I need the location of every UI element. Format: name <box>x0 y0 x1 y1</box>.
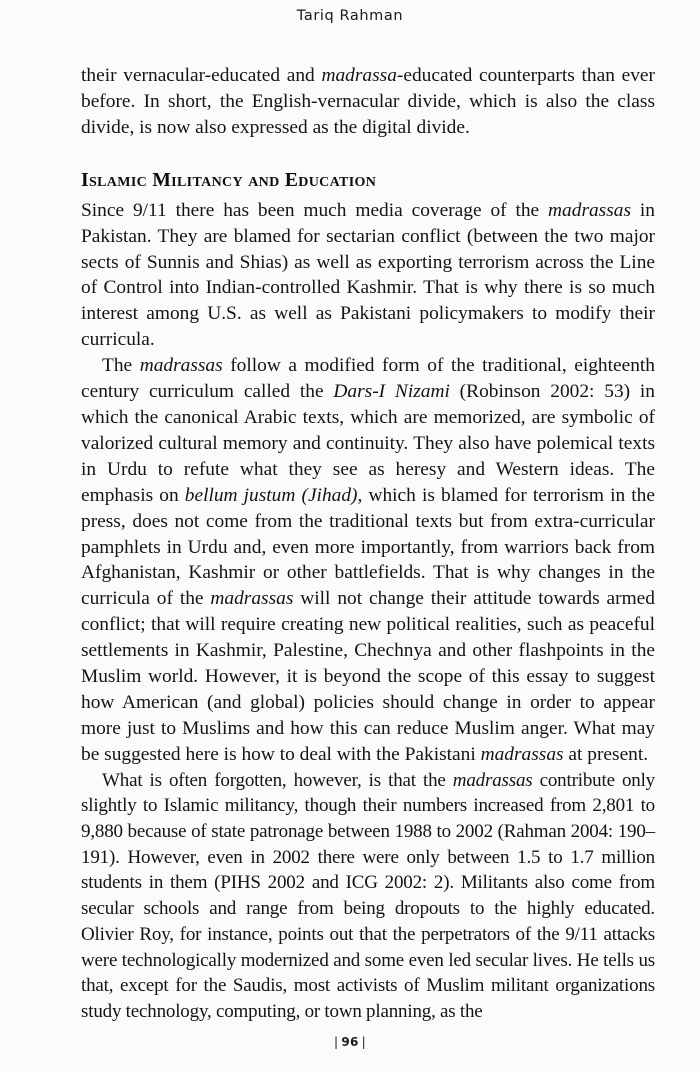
folio-page-number: 96 <box>341 1035 359 1049</box>
page-folio <box>0 1035 700 1049</box>
italic-term-madrassa: madrassa <box>321 65 397 86</box>
italic-term-madrassas: madrassas <box>210 588 294 610</box>
paragraph-section-opening <box>81 198 655 353</box>
text-column <box>81 63 655 1025</box>
paragraph-text-run: The <box>102 355 140 377</box>
italic-term-madrassas: madrassas <box>139 355 223 377</box>
paragraph-text-run: will not change their attitude towards armed conflict; that will require creating new political realities, such as peaceful settlements in Kashmir, Palestine, Chechnya and other flashpoints in the Muslim world. However, it is beyond the scope of this essay to suggest how American (and global) policies should change in order to appear more just to Muslims and how this can reduce Muslim anger. What may be suggested here is how to deal with the Pakistani <box>81 588 655 765</box>
italic-title-dars-i-nizami: Dars-I Nizami <box>333 381 450 403</box>
paragraph-text-run: Since 9/11 there has been much media coverage of the <box>81 199 549 221</box>
paragraph-text-run: , which is blamed for terrorism in the press, does not come from the traditional texts but from extra-curricular pamphlets in Urdu and, even more importantly, from warriors back from Afghanistan, Kashmir or other battlefields. That is why changes in the curricula of the <box>81 484 655 610</box>
paragraph-militancy-statistics <box>81 768 655 1025</box>
heading-spacer-above <box>81 141 655 169</box>
section-heading: Islamic Militancy and Education <box>81 169 377 191</box>
paragraph-text-run: (Robinson 2002: 53) in which the canonical Arabic texts, which are memorized, are symbolic of valorized cultural memory and continuity. They also have polemical texts in Urdu to refute what they see as heresy and Western ideas. The emphasis on <box>81 381 655 506</box>
paragraph-curriculum <box>81 353 655 768</box>
paragraph-text-run: their vernacular-educated and <box>81 65 322 86</box>
paragraph-text-run: What is often forgotten, however, is that the <box>102 769 453 791</box>
paragraph-text-run: at present. <box>563 743 649 765</box>
italic-term-madrassas: madrassas <box>452 769 533 791</box>
paragraph-text-run: follow a modified form of the traditional, eighteenth century curriculum called the <box>81 355 656 403</box>
italic-term-madrassas: madrassas <box>480 743 564 765</box>
running-head <box>0 8 700 24</box>
paragraph-text-run: contribute only slightly to Islamic militancy, though their numbers increased from 2,801 to 9,880 because of state patronage between 1988 to 2002 (Rahman 2004: 190–191). However, even in 2002 there were only between 1.5 to 1.7 million students in them (PIHS 2002 and ICG 2002: 2). Militants also come from secular schools and range from being dropouts to the highly educated. Olivier Roy, for instance, points out that the perpetrators of the 9/11 attacks were technologically modernized and some even led secular lives. He tells us that, except for the Saudis, most activists of Muslim militant organizations study technology, computing, or town planning, as the <box>81 769 656 1022</box>
paragraph-continued <box>81 63 655 141</box>
folio-right-rule: | <box>361 1035 366 1049</box>
italic-term-madrassas: madrassas <box>548 199 632 221</box>
running-head-author: Tariq Rahman <box>296 8 404 24</box>
paragraph-text-run: in Pakistan. They are blamed for sectarian conflict (between the two major sects of Sunnis and Shias) as well as exporting terrorism across the Line of Control into Indian-controlled Kashmir. That is why there is so much interest among U.S. as well as Pakistani policymakers to modify their curricula. <box>81 199 655 351</box>
italic-term-bellum-justum: bellum justum (Jihad) <box>184 484 358 506</box>
paragraph-text-run: -educated counterparts than ever before. In short, the English-vernacular divide, which is also the class divide, is now also expressed as the digital divide. <box>81 65 655 138</box>
folio-left-rule: | <box>334 1035 339 1049</box>
